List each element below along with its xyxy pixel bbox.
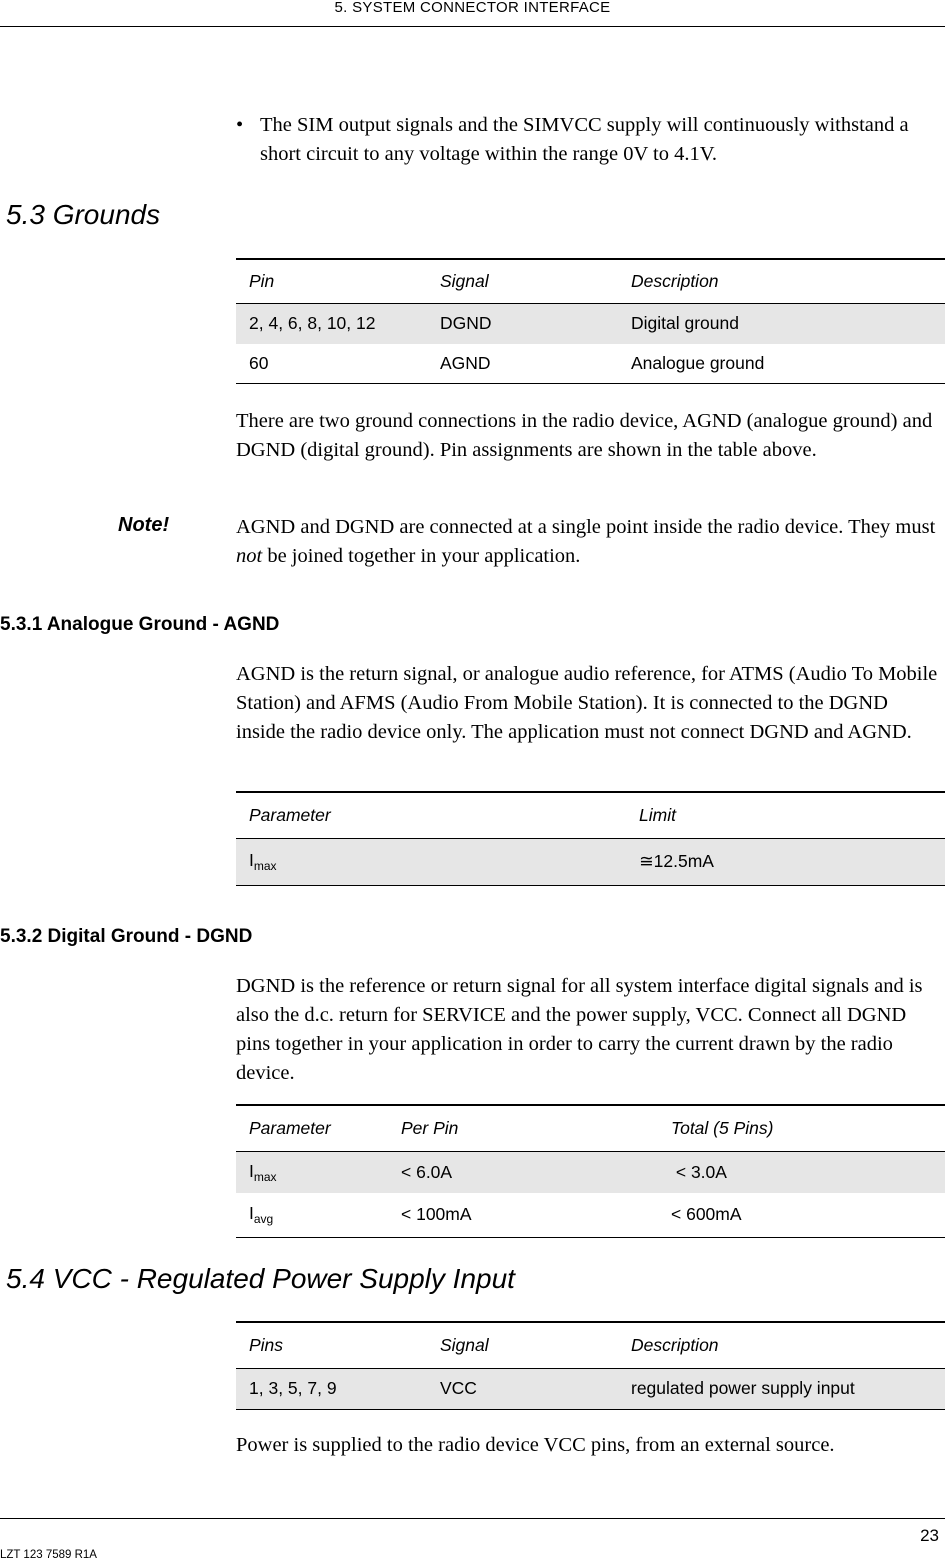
col-header-signal: Signal [427,259,618,303]
cell-total: < 600mA [658,1193,945,1237]
col-header-per-pin: Per Pin [388,1105,658,1151]
grounds-paragraph: There are two ground connections in the radio device, AGND (analogue ground) and DGND (digital ground). Pin assignments are shown in the table above. [236,410,933,461]
grounds-table [236,258,945,384]
cell-total: < 3.0A [658,1151,945,1193]
table-row [236,1368,945,1409]
cell-description: regulated power supply input [618,1368,945,1409]
col-header-pins: Pins [236,1322,427,1368]
note-label: Note! [118,514,170,536]
agnd-paragraph: AGND is the return signal, or analogue audio reference, for ATMS (Audio To Mobile Station) and AFMS (Audio From Mobile Station). It is connected to the DGND inside the radio device only. The application must not connect DGND and AGND. [236,663,938,743]
cell-per-pin: < 100mA [388,1193,658,1237]
heading-5-4: 5.4 VCC - Regulated Power Supply Input [6,1263,515,1294]
cell-per-pin: < 6.0A [388,1151,658,1193]
col-header-description: Description [618,1322,945,1368]
agnd-table [236,791,945,886]
dgnd-paragraph: DGND is the reference or return signal for all system interface digital signals and is also the d.c. return for SERVICE and the power supply, VCC. Connect all DGND pins together in your application in order to carry the current drawn by the radio device. [236,975,923,1084]
param-subscript: max [253,1169,277,1184]
cell-pins: 1, 3, 5, 7, 9 [236,1368,427,1409]
bullet-text: The SIM output signals and the SIMVCC supply will continuously withstand a short circuit to any voltage within the range 0V to 4.1V. [260,114,909,165]
cell-pin: 2, 4, 6, 8, 10, 12 [236,303,427,344]
cell-parameter [236,1151,388,1193]
cell-pin: 60 [236,344,427,383]
note-text-pre: AGND and DGND are connected at a single point inside the radio device. They must [236,516,936,538]
col-header-limit: Limit [626,792,945,838]
col-header-total: Total (5 Pins) [658,1105,945,1151]
note-text-emphasis: not [236,545,263,567]
cell-signal: VCC [427,1368,618,1409]
table-header-row [236,1322,945,1368]
table-header-row [236,259,945,303]
param-symbol: I [249,1203,254,1224]
table-header-row [236,1105,945,1151]
cell-signal: DGND [427,303,618,344]
param-symbol: I [249,1160,254,1181]
bullet-item [236,111,936,169]
footer-divider [0,1518,945,1519]
note-text-post: be joined together in your application. [262,545,581,567]
param-symbol: I [249,850,254,870]
table-header-row [236,792,945,838]
document-reference: LZT 123 7589 R1A [0,1549,97,1561]
col-header-parameter: Parameter [236,1105,388,1151]
cell-signal: AGND [427,344,618,383]
col-header-pin: Pin [236,259,427,303]
heading-5-3-2: 5.3.2 Digital Ground - DGND [0,926,253,947]
page-header [0,0,945,27]
vcc-paragraph: Power is supplied to the radio device VCC pins, from an external source. [236,1434,835,1456]
col-header-parameter: Parameter [236,792,626,838]
note-text [236,513,941,571]
table-row [236,303,945,344]
page-number: 23 [920,1526,939,1545]
cell-limit: ≅12.5mA [626,838,945,885]
table-row [236,1151,945,1193]
table-row [236,344,945,383]
table-row [236,1193,945,1237]
param-subscript: avg [253,1212,274,1227]
header-title: 5. SYSTEM CONNECTOR INTERFACE [334,0,611,16]
cell-description: Digital ground [618,303,945,344]
col-header-description: Description [618,259,945,303]
bullet-symbol: • [236,114,244,136]
vcc-table [236,1321,945,1410]
heading-5-3: 5.3 Grounds [6,199,161,230]
heading-5-3-1: 5.3.1 Analogue Ground - AGND [0,614,280,635]
cell-parameter [236,838,626,885]
cell-parameter [236,1193,388,1237]
cell-description: Analogue ground [618,344,945,383]
table-row [236,838,945,885]
dgnd-table [236,1104,945,1238]
col-header-signal: Signal [427,1322,618,1368]
param-subscript: max [253,859,277,873]
